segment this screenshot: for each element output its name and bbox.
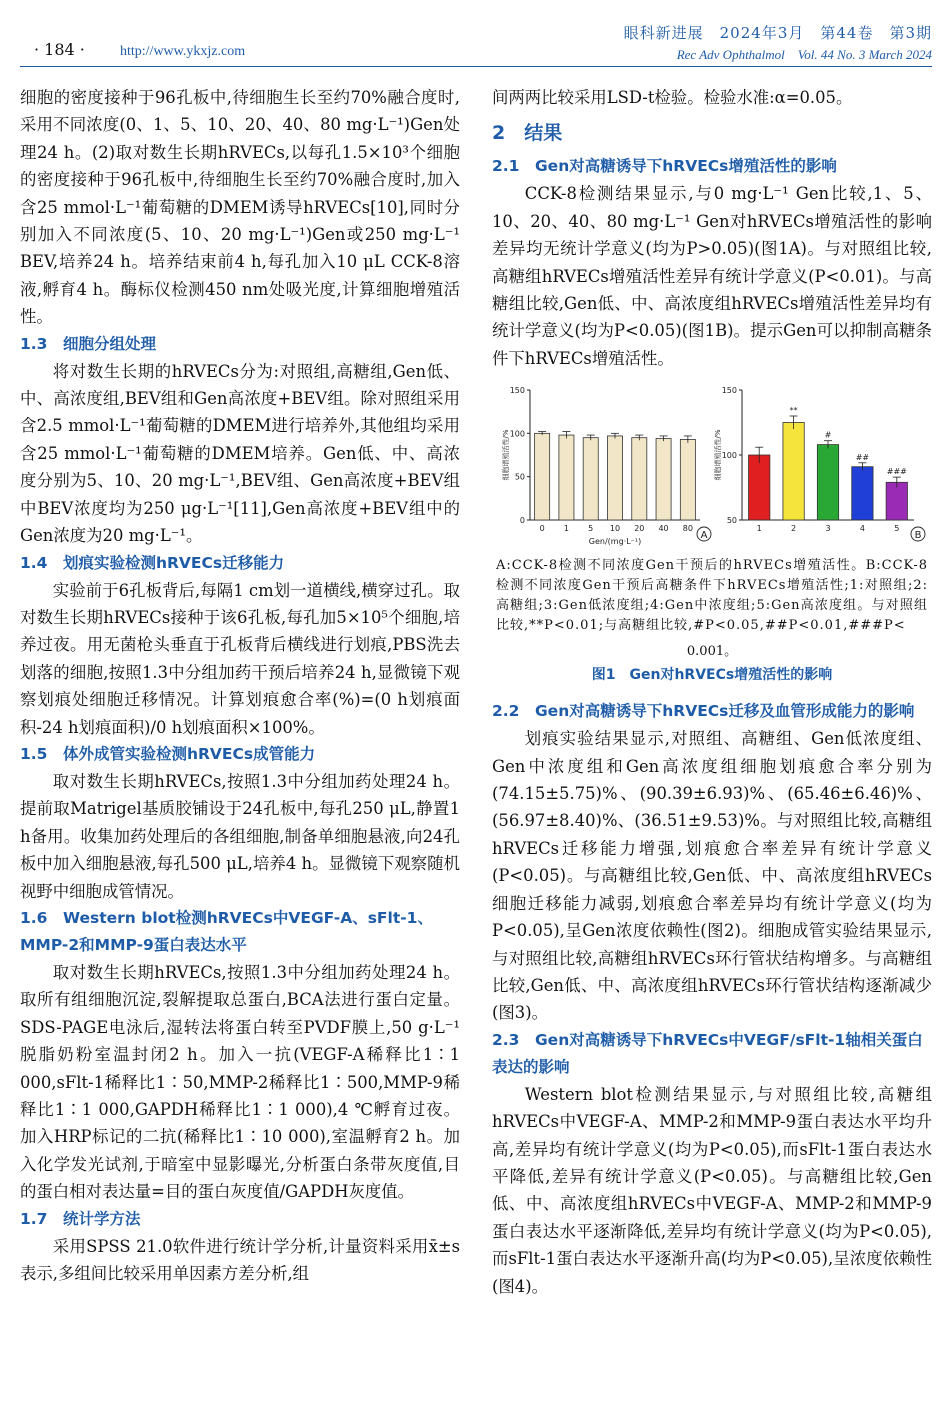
- section-heading-2-2: 2.2 Gen对高糖诱导下hRVECs迁移及血管形成能力的影响: [492, 702, 915, 721]
- journal-url[interactable]: http://www.ykxjz.com: [120, 44, 246, 59]
- x-tick-label: 1: [563, 524, 569, 534]
- figure-1-caption-end: 0.001。: [686, 644, 738, 660]
- section-heading-1-5: 1.5 体外成管实验检测hRVECs成管能力: [20, 744, 316, 763]
- y-tick-label: 150: [509, 386, 525, 396]
- bar-5: [583, 438, 598, 520]
- left-column: [20, 84, 460, 1287]
- panel-label-A: A: [700, 530, 708, 542]
- bar-10: [607, 436, 622, 520]
- panel-label-B: B: [914, 530, 922, 542]
- bar-20: [632, 438, 647, 520]
- x-tick-label: 1: [756, 524, 762, 534]
- bar-2: [783, 423, 804, 521]
- y-tick-label: 0: [519, 516, 525, 526]
- paragraph: 将对数生长期的hRVECs分为:对照组,高糖组,Gen低、中、高浓度组,BEV组和Gen高浓度+BEV组。除对照组采用含2.5 mmol·L⁻¹葡萄糖的DMEM进行培养外,其他组均采用含25 mmol·L⁻¹葡萄糖的DMEM培养。Gen低、中、高浓度分别为5、10、20 mg·L⁻¹,BEV组、Gen高浓度+BEV组中BEV浓度均为250 μg·L⁻¹[11],Gen高浓度+BEV组中的Gen浓度为20 mg·L⁻¹。: [20, 361, 460, 546]
- y-tick-label: 50: [726, 516, 737, 526]
- y-tick-label: 150: [721, 386, 737, 396]
- figure-1-title: 图1 Gen对hRVECs增殖活性的影响: [591, 667, 833, 684]
- figure-1: [492, 380, 932, 550]
- paragraph: 间两两比较采用LSD-t检验。检验水准:α=0.05。: [492, 88, 853, 107]
- paragraph: 细胞的密度接种于96孔板中,待细胞生长至约70%融合度时,采用不同浓度(0、1、5、10、20、40、80 mg·L⁻¹)Gen处理24 h。(2)取对数生长期hRVECs,以每孔1.5×10³个细胞的密度接种于96孔板中,待细胞生长至约70%融合度时,加入含25 mmol·L⁻¹葡萄糖的DMEM诱导hRVECs[10],同时分别加入不同浓度(5、10、20 mg·L⁻¹)Gen或250 mg·L⁻¹ BEV,培养24 h。培养结束前4 h,每孔加入10 μL CCK-8溶液,孵育4 h。酶标仪检测450 nm处吸光度,计算细胞增殖活性。: [20, 88, 460, 327]
- paragraph: 划痕实验结果显示,对照组、高糖组、Gen低浓度组、Gen中浓度组和Gen高浓度组细胞划痕愈合率分别为(74.15±5.75)%、(90.39±6.93)%、(65.46±6.46)%、(56.97±8.40)%、(36.51±9.53)%。与对照组比较,高糖组hRVECs迁移能力增强,划痕愈合率差异有统计学意义(P<0.05)。与高糖组比较,Gen低、中、高浓度组hRVECs细胞迁移能力减弱,划痕愈合率差异均有统计学意义(均为P<0.05),呈Gen浓度依赖性(图2)。细胞成管实验结果显示,与对照组比较,高糖组hRVECs环行管状结构增多。与高糖组比较,Gen低、中、高浓度组hRVECs环行管状结构逐渐减少(图3)。: [492, 729, 932, 1023]
- x-tick-label: 2: [791, 524, 797, 534]
- section-heading-1-4: 1.4 划痕实验检测hRVECs迁移能力: [20, 553, 285, 572]
- bar-4: [852, 467, 873, 520]
- figure-1-caption: A:CCK-8检测不同浓度Gen干预后的hRVECs增殖活性。B:CCK-8检测不同浓度Gen干预后高糖条件下hRVECs增殖活性;1:对照组;2:高糖组;3:Gen低浓度组;4:Gen中浓度组;5:Gen高浓度组。与对照组比较,**P<0.01;与高糖组比较,#P<0.05,##P<0.01,###P<: [496, 558, 928, 634]
- x-tick-label: 5: [588, 524, 594, 534]
- x-tick-label: 5: [894, 524, 900, 534]
- significance-mark: ##: [855, 453, 870, 463]
- bar-1: [559, 435, 574, 520]
- significance-mark: **: [789, 406, 798, 416]
- section-heading-2-1: 2.1 Gen对高糖诱导下hRVECs增殖活性的影响: [492, 157, 837, 176]
- section-heading-1-6: 1.6 Western blot检测hRVECs中VEGF-A、sFlt-1、MMP-2和MMP-9蛋白表达水平: [20, 908, 433, 954]
- section-heading-2: 2 结果: [492, 122, 563, 145]
- header-rule: [20, 66, 932, 67]
- bar-1: [749, 455, 770, 520]
- bar-0: [535, 434, 550, 521]
- bar-5: [886, 483, 907, 521]
- paragraph: 取对数生长期hRVECs,按照1.3中分组加药处理24 h。提前取Matrigel基质胶铺设于24孔板中,每孔250 μL,静置1 h备用。收集加药处理后的各组细胞,制备单细胞悬液,向24孔板中加入细胞悬液,每孔500 μL,培养4 h。显微镜下观察随机视野中细胞成管情况。: [20, 771, 460, 901]
- y-tick-label: 50: [514, 472, 525, 482]
- x-tick-label: 80: [682, 524, 693, 534]
- paragraph: CCK-8检测结果显示,与0 mg·L⁻¹ Gen比较,1、5、10、20、40、80 mg·L⁻¹ Gen对hRVECs增殖活性的影响差异均无统计学意义(均为P>0.05)(图1A)。与对照组比较,高糖组hRVECs增殖活性差异有统计学意义(P<0.01)。与高糖组比较,Gen低、中、高浓度组hRVECs增殖活性差异均有统计学意义(均为P<0.05)(图1B)。提示Gen可以抑制高糖条件下hRVECs增殖活性。: [492, 184, 932, 368]
- significance-mark: ###: [886, 467, 907, 477]
- figure-1-charts: [492, 380, 932, 550]
- x-tick-label: 10: [609, 524, 621, 534]
- journal-title-cn: 眼科新进展 2024年3月 第44卷 第3期: [623, 24, 932, 42]
- y-tick-label: 100: [721, 451, 737, 461]
- journal-title-en: Rec Adv Ophthalmol Vol. 44 No. 3 March 2024: [676, 47, 932, 62]
- bar-40: [656, 439, 671, 520]
- y-axis-label: 细胞增殖活性/%: [714, 429, 722, 481]
- page-number: · 184 ·: [34, 40, 85, 59]
- section-heading-1-7: 1.7 统计学方法: [20, 1209, 141, 1228]
- paragraph: Western blot检测结果显示,与对照组比较,高糖组hRVECs中VEGF-A、MMP-2和MMP-9蛋白表达水平均升高,差异均有统计学意义(均为P<0.05),而sFlt-1蛋白表达水平降低,差异有统计学意义(P<0.05)。与高糖组比较,Gen低、中、高浓度组hRVECs中VEGF-A、MMP-2和MMP-9蛋白表达水平逐渐降低,差异均有统计学意义(均为P<0.05),而sFlt-1蛋白表达水平逐渐升高(均为P<0.05),呈浓度依赖性(图4)。: [492, 1084, 932, 1296]
- x-tick-label: 40: [658, 524, 669, 534]
- x-axis-label: Gen/(mg·L⁻¹): [588, 537, 642, 547]
- x-tick-label: 4: [859, 524, 865, 534]
- bar-80: [680, 440, 695, 521]
- bar-3: [817, 445, 838, 520]
- y-axis-label: 细胞增殖活性/%: [502, 429, 510, 481]
- x-tick-label: 0: [539, 524, 545, 534]
- paragraph: 实验前于6孔板背后,每隔1 cm划一道横线,横穿过孔。取对数生长期hRVECs接种于该6孔板,每孔加5×10⁵个细胞,培养过夜。用无菌枪头垂直于孔板背后横线进行划痕,PBS洗去划落的细胞,按照1.3中分组加药干预后培养24 h,显微镜下观察划痕处细胞迁移情况。计算划痕愈合率(%)=(0 h划痕面积-24 h划痕面积)/0 h划痕面积×100%。: [20, 580, 460, 737]
- x-tick-label: 20: [634, 524, 645, 534]
- section-heading-1-3: 1.3 细胞分组处理: [20, 334, 156, 353]
- right-column: [492, 84, 932, 1300]
- section-heading-2-3: 2.3 Gen对高糖诱导下hRVECs中VEGF/sFlt-1轴相关蛋白表达的影响: [492, 1030, 923, 1076]
- y-tick-label: 100: [509, 429, 525, 439]
- paragraph: 取对数生长期hRVECs,按照1.3中分组加药处理24 h。取所有组细胞沉淀,裂解提取总蛋白,BCA法进行蛋白定量。SDS-PAGE电泳后,湿转法将蛋白转至PVDF膜上,50 g·L⁻¹脱脂奶粉室温封闭2 h。加入一抗(VEGF-A稀释比1∶1 000,sFlt-1稀释比1∶50,MMP-2稀释比1∶500,MMP-9稀释比1∶1 000,GAPDH稀释比1∶1 000),4 ℃孵育过夜。加入HRP标记的二抗(稀释比1∶10 000),室温孵育2 h。加入化学发光试剂,于暗室中显影曝光,分析蛋白条带灰度值,目的蛋白相对表达量=目的蛋白灰度值/GAPDH灰度值。: [20, 962, 460, 1202]
- x-tick-label: 3: [825, 524, 831, 534]
- significance-mark: #: [824, 430, 832, 440]
- paragraph: 采用SPSS 21.0软件进行统计学分析,计量资料采用x̄±s表示,多组间比较采用单因素方差分析,组: [20, 1236, 460, 1284]
